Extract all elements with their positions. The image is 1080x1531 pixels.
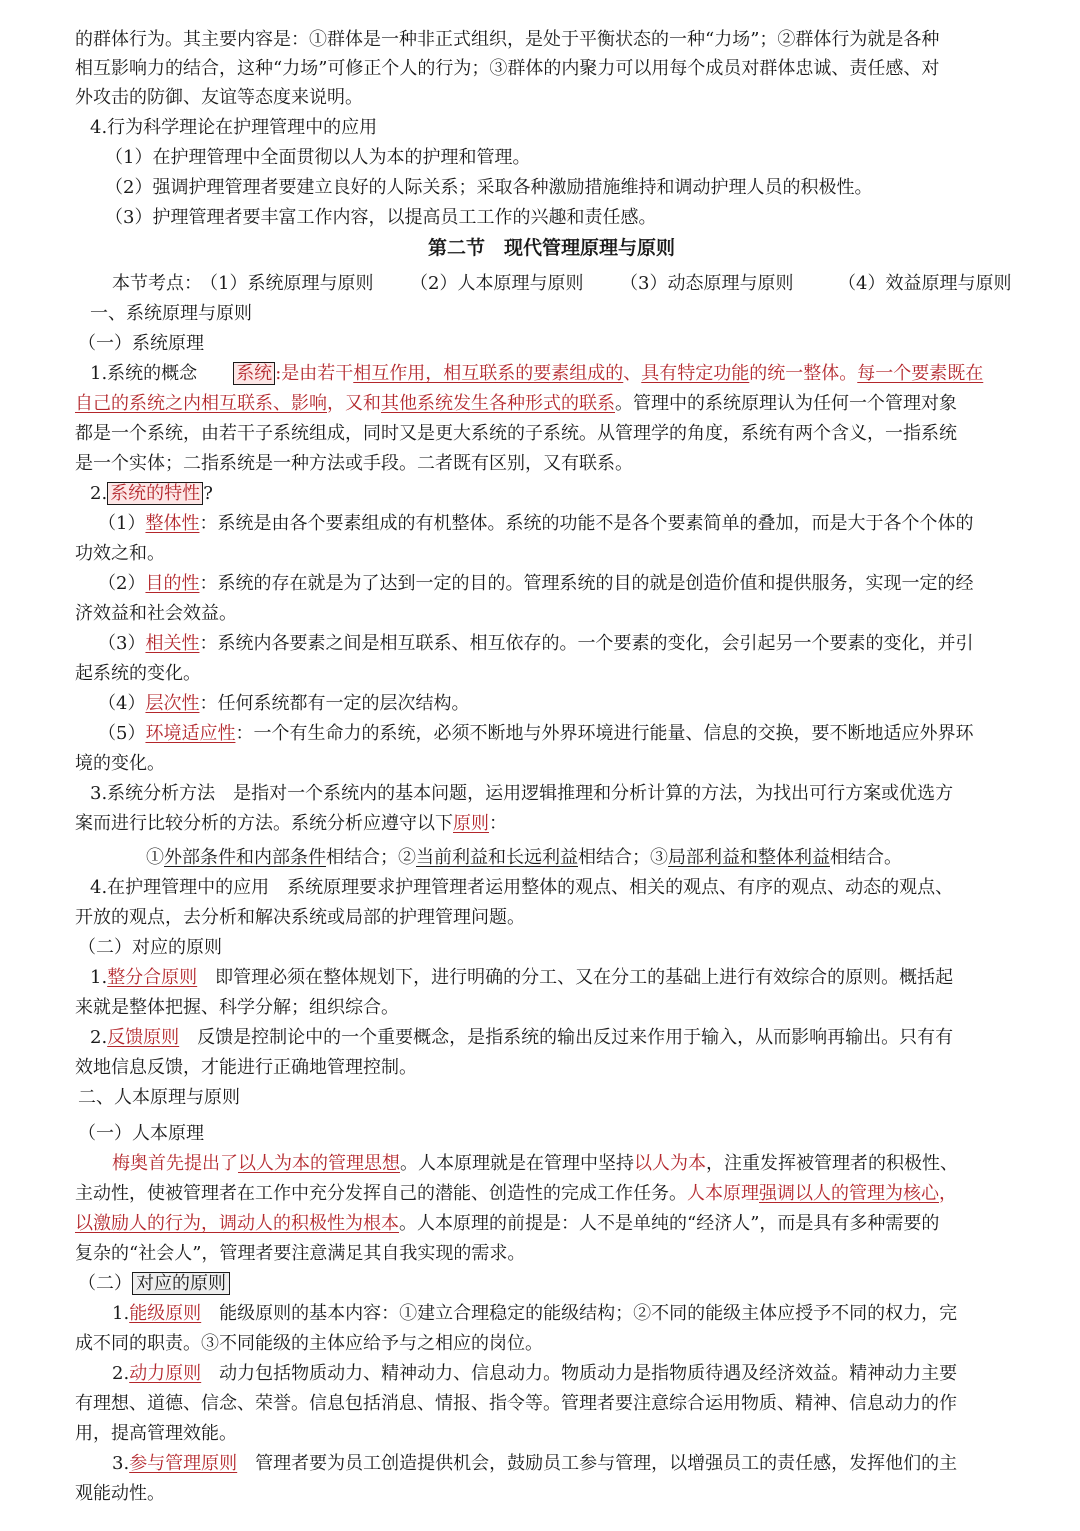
concept-line: 1.系统的概念 系统 :是由若干相互作用，相互联系的要素组成的、具有特定功能的统一整体。每一个要素既在 [90, 363, 984, 384]
heading: 一、系统原理与原则 [90, 303, 252, 324]
text-line: 效地信息反馈，才能进行正确地管理控制。 [75, 1057, 417, 1078]
feature-item: （5）环境适应性：一个有生命力的系统，必须不断地与外界环境进行能量、信息的交换，要不断地适应外界环 [98, 723, 974, 744]
principle-item: 3.参与管理原则 管理者要为员工创造提供机会，鼓励员工参与管理，以增强员工的责任感，发挥他们的主 [112, 1453, 958, 1474]
text-line: 外攻击的防御、友谊等态度来说明。 [75, 87, 363, 108]
exam-points-label: 本节考点： [112, 273, 202, 294]
heading: 二、人本原理与原则 [78, 1087, 240, 1108]
text-line: 来就是整体把握、科学分解；组织综合。 [75, 997, 399, 1018]
text-line: 都是一个系统，由若干子系统组成，同时又是更大系统的子系统。从管理学的角度，系统有两个含义，一指系统 [75, 423, 957, 444]
text-line: 有理想、道德、信念、荣誉。信息包括消息、情报、指令等。管理者要注意综合运用物质、精神、信息动力的作 [75, 1393, 957, 1414]
section-title: 第二节 现代管理原理与原则 [428, 237, 676, 259]
exam-point: （1）系统原理与原则 [200, 273, 374, 294]
principles-line: ①外部条件和内部条件相结合；②当前利益和长远利益相结合；③局部利益和整体利益相结合。 [146, 847, 902, 868]
text-line: 复杂的“社会人”，管理者要注意满足其自我实现的需求。 [75, 1243, 526, 1264]
text-line: 相互影响力的结合，这种“力场”可修正个人的行为；③群体的内聚力可以用每个成员对群体忠诚、责任感、对 [75, 58, 940, 79]
exam-point: （3）动态原理与原则 [620, 273, 794, 294]
feature-item: （4）层次性：任何系统都有一定的层次结构。 [98, 693, 470, 714]
principle-item: 1.整分合原则 即管理必须在整体规划下，进行明确的分工、又在分工的基础上进行有效综合的原则。概括起 [90, 967, 954, 988]
heading: （二） 对应的原则 [78, 1272, 230, 1296]
text-line: 主动性，使被管理者在工作中充分发挥自己的潜能、创造性的完成工作任务。人本原理强调以人的管理为核心， [75, 1183, 957, 1204]
text-line: 梅奥首先提出了以人为本的管理思想。人本原理就是在管理中坚持以人为本，注重发挥被管理者的积极性、 [112, 1153, 958, 1174]
feature-item: （1）整体性：系统是由各个要素组成的有机整体。系统的功能不是各个要素简单的叠加，而是大于各个个体的 [98, 513, 974, 534]
text-line: 成不同的职责。③不同能级的主体应给予与之相应的岗位。 [75, 1333, 543, 1354]
feature-item: （3）相关性：系统内各要素之间是相互联系、相互依存的。一个要素的变化，会引起另一个要素的变化，并引 [98, 633, 974, 654]
subheading: 4.在护理管理中的应用 系统原理要求护理管理者运用整体的观点、相关的观点、有序的观点、动态的观点、 [90, 877, 954, 898]
exam-point: （4）效益原理与原则 [838, 273, 1012, 294]
text-line: 境的变化。 [75, 753, 165, 774]
text-line: 济效益和社会效益。 [75, 603, 237, 624]
concept-line: 自己的系统之内相互联系、影响，又和其他系统发生各种形式的联系。管理中的系统原理认为任何一个管理对象 [75, 393, 957, 414]
text-line: 的群体行为。其主要内容是：①群体是一种非正式组织，是处于平衡状态的一种“力场”；②群体行为就是各种 [75, 29, 940, 50]
feature-item: （2）目的性：系统的存在就是为了达到一定的目的。管理系统的目的就是创造价值和提供服务，实现一定的经 [98, 573, 974, 594]
text-line: 观能动性。 [75, 1483, 165, 1504]
heading: （一）人本原理 [78, 1123, 204, 1144]
keyword-box: 对应的原则 [132, 1272, 230, 1295]
subheading: 2. 系统的特性 ? [90, 483, 213, 504]
heading: （一）系统原理 [78, 333, 204, 354]
text-line: 用，提高管理效能。 [75, 1423, 237, 1444]
text-line: （2）强调护理管理者要建立良好的人际关系；采取各种激励措施维持和调动护理人员的积极性。 [105, 177, 873, 198]
subheading: 3.系统分析方法 是指对一个系统内的基本问题，运用逻辑推理和分析计算的方法，为找出可行方案或优选方 [90, 783, 954, 804]
keyword-box: 系统 [233, 362, 275, 385]
principle-item: 1.能级原则 能级原则的基本内容：①建立合理稳定的能级结构；②不同的能级主体应授予不同的权力，完 [112, 1303, 958, 1324]
text-line: （3）护理管理者要丰富工作内容，以提高员工工作的兴趣和责任感。 [105, 207, 657, 228]
text-line: 起系统的变化。 [75, 663, 201, 684]
principle-item: 2.动力原则 动力包括物质动力、精神动力、信息动力。物质动力是指物质待遇及经济效益。精神动力主要 [112, 1363, 958, 1384]
text-line: 是一个实体；二指系统是一种方法或手段。二者既有区别，又有联系。 [75, 453, 633, 474]
keyword-box: 系统的特性 [107, 482, 203, 505]
heading: （二）对应的原则 [78, 937, 222, 958]
principle-item: 2.反馈原则 反馈是控制论中的一个重要概念，是指系统的输出反过来作用于输入，从而影响再输出。只有有 [90, 1027, 954, 1048]
text-line: （1）在护理管理中全面贯彻以人为本的护理和管理。 [105, 147, 531, 168]
exam-point: （2）人本原理与原则 [410, 273, 584, 294]
text-line: 以激励人的行为，调动人的积极性为根本。人本原理的前提是：人不是单纯的“经济人”，而是具有多种需要的 [75, 1213, 940, 1234]
text-line: 功效之和。 [75, 543, 165, 564]
subheading: 4.行为科学理论在护理管理中的应用 [90, 117, 378, 138]
text-line: 案而进行比较分析的方法。系统分析应遵守以下原则： [75, 813, 507, 834]
text-line: 开放的观点，去分析和解决系统或局部的护理管理问题。 [75, 907, 525, 928]
